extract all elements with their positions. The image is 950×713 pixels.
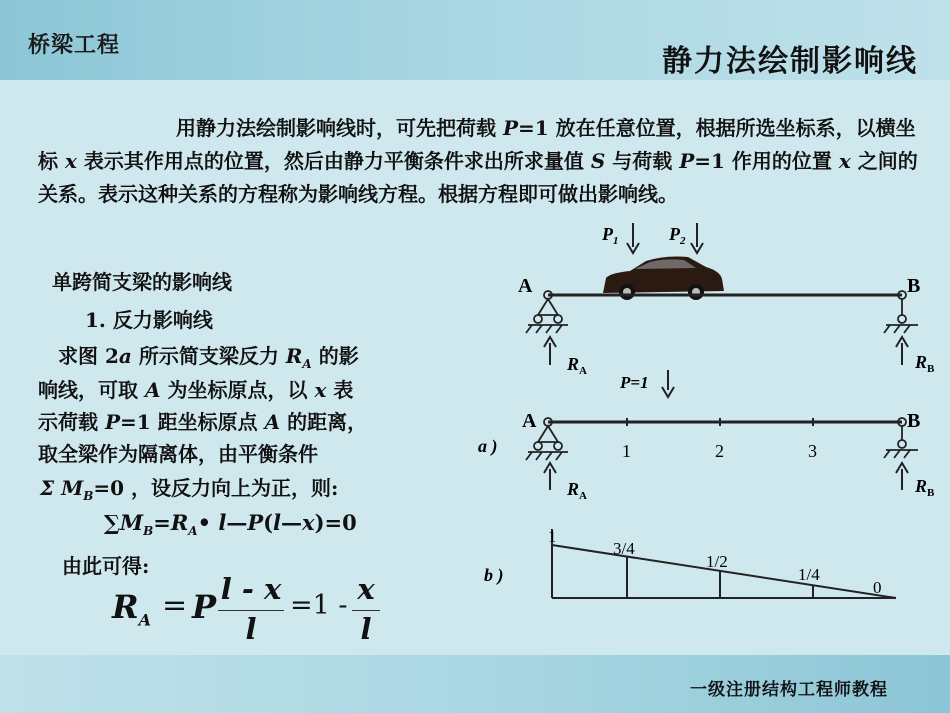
top-support-a [526,291,568,333]
text-line-4: 取全梁作为隔离体，由平衡条件 [38,442,318,466]
il-label-3-4: 3/4 [613,539,635,558]
il-label-1: 1 [548,527,557,546]
middle-ra-label: $R_A$ [567,479,587,502]
text-line-2: 响线，可取 A 为坐标原点，以 x 表 [38,378,354,402]
il-label-1-4: 1/4 [798,565,820,584]
middle-rb-label: $R_B$ [915,476,935,499]
intro-paragraph: 用静力法绘制影响线时，可先把荷载 P=1 放在任意位置，根据所选坐标系，以横坐标 x 表示其作用点的位置，然后由静力平衡条件求出所求量值 S 与荷载 P=1 作用的位置 x 之间的关系。表示这种关系的方程称为影响线方程。根据方程即可做出影响线。 [38,116,918,206]
unit-load-label: P=1 [620,373,649,392]
p2-label: $P_2$ [669,224,686,247]
middle-label-b: B [907,410,921,432]
text-line-1: 求图 2a 所示简支梁反力 $R_A$ 的影 [58,344,359,371]
course-title: 桥梁工程 [28,33,121,58]
text-line-3: 示荷载 P=1 距坐标原点 A 的距离， [38,410,368,434]
label-b: b ) [484,565,504,585]
tick-3: 3 [808,441,817,461]
footer-bar [0,655,950,713]
il-label-1-2: 1/2 [706,552,728,571]
formula: $R_A$ = P l - x l =1 - x l [112,572,392,652]
tick-2: 2 [715,441,724,461]
subheading: 1. 反力影响线 [85,308,213,332]
label-a: a ) [478,436,498,456]
slide-title: 静力法绘制影响线 [662,44,918,79]
top-rb-label: $R_B$ [915,352,935,375]
conclusion-label: 由此可得: [62,554,150,578]
top-label-b: B [907,275,921,297]
car-icon [603,257,724,301]
top-ra-label: $R_A$ [567,354,587,377]
text-line-5: Σ $M_B=0$ ，设反力向上为正，则: [40,476,339,503]
header-bar [0,0,950,80]
section-heading: 单跨简支梁的影响线 [52,270,232,294]
p1-label: $P_1$ [602,224,619,247]
top-label-a: A [518,275,533,297]
tick-1: 1 [622,441,631,461]
equilibrium-equation: $\sum M_B=R_A•$ l—P(l—x)=0 [104,510,357,539]
il-label-0: 0 [873,578,882,597]
beam-diagram [470,215,950,615]
top-support-b [884,291,918,333]
footer-text: 一级注册结构工程师教程 [690,680,888,700]
middle-label-a: A [522,410,537,432]
